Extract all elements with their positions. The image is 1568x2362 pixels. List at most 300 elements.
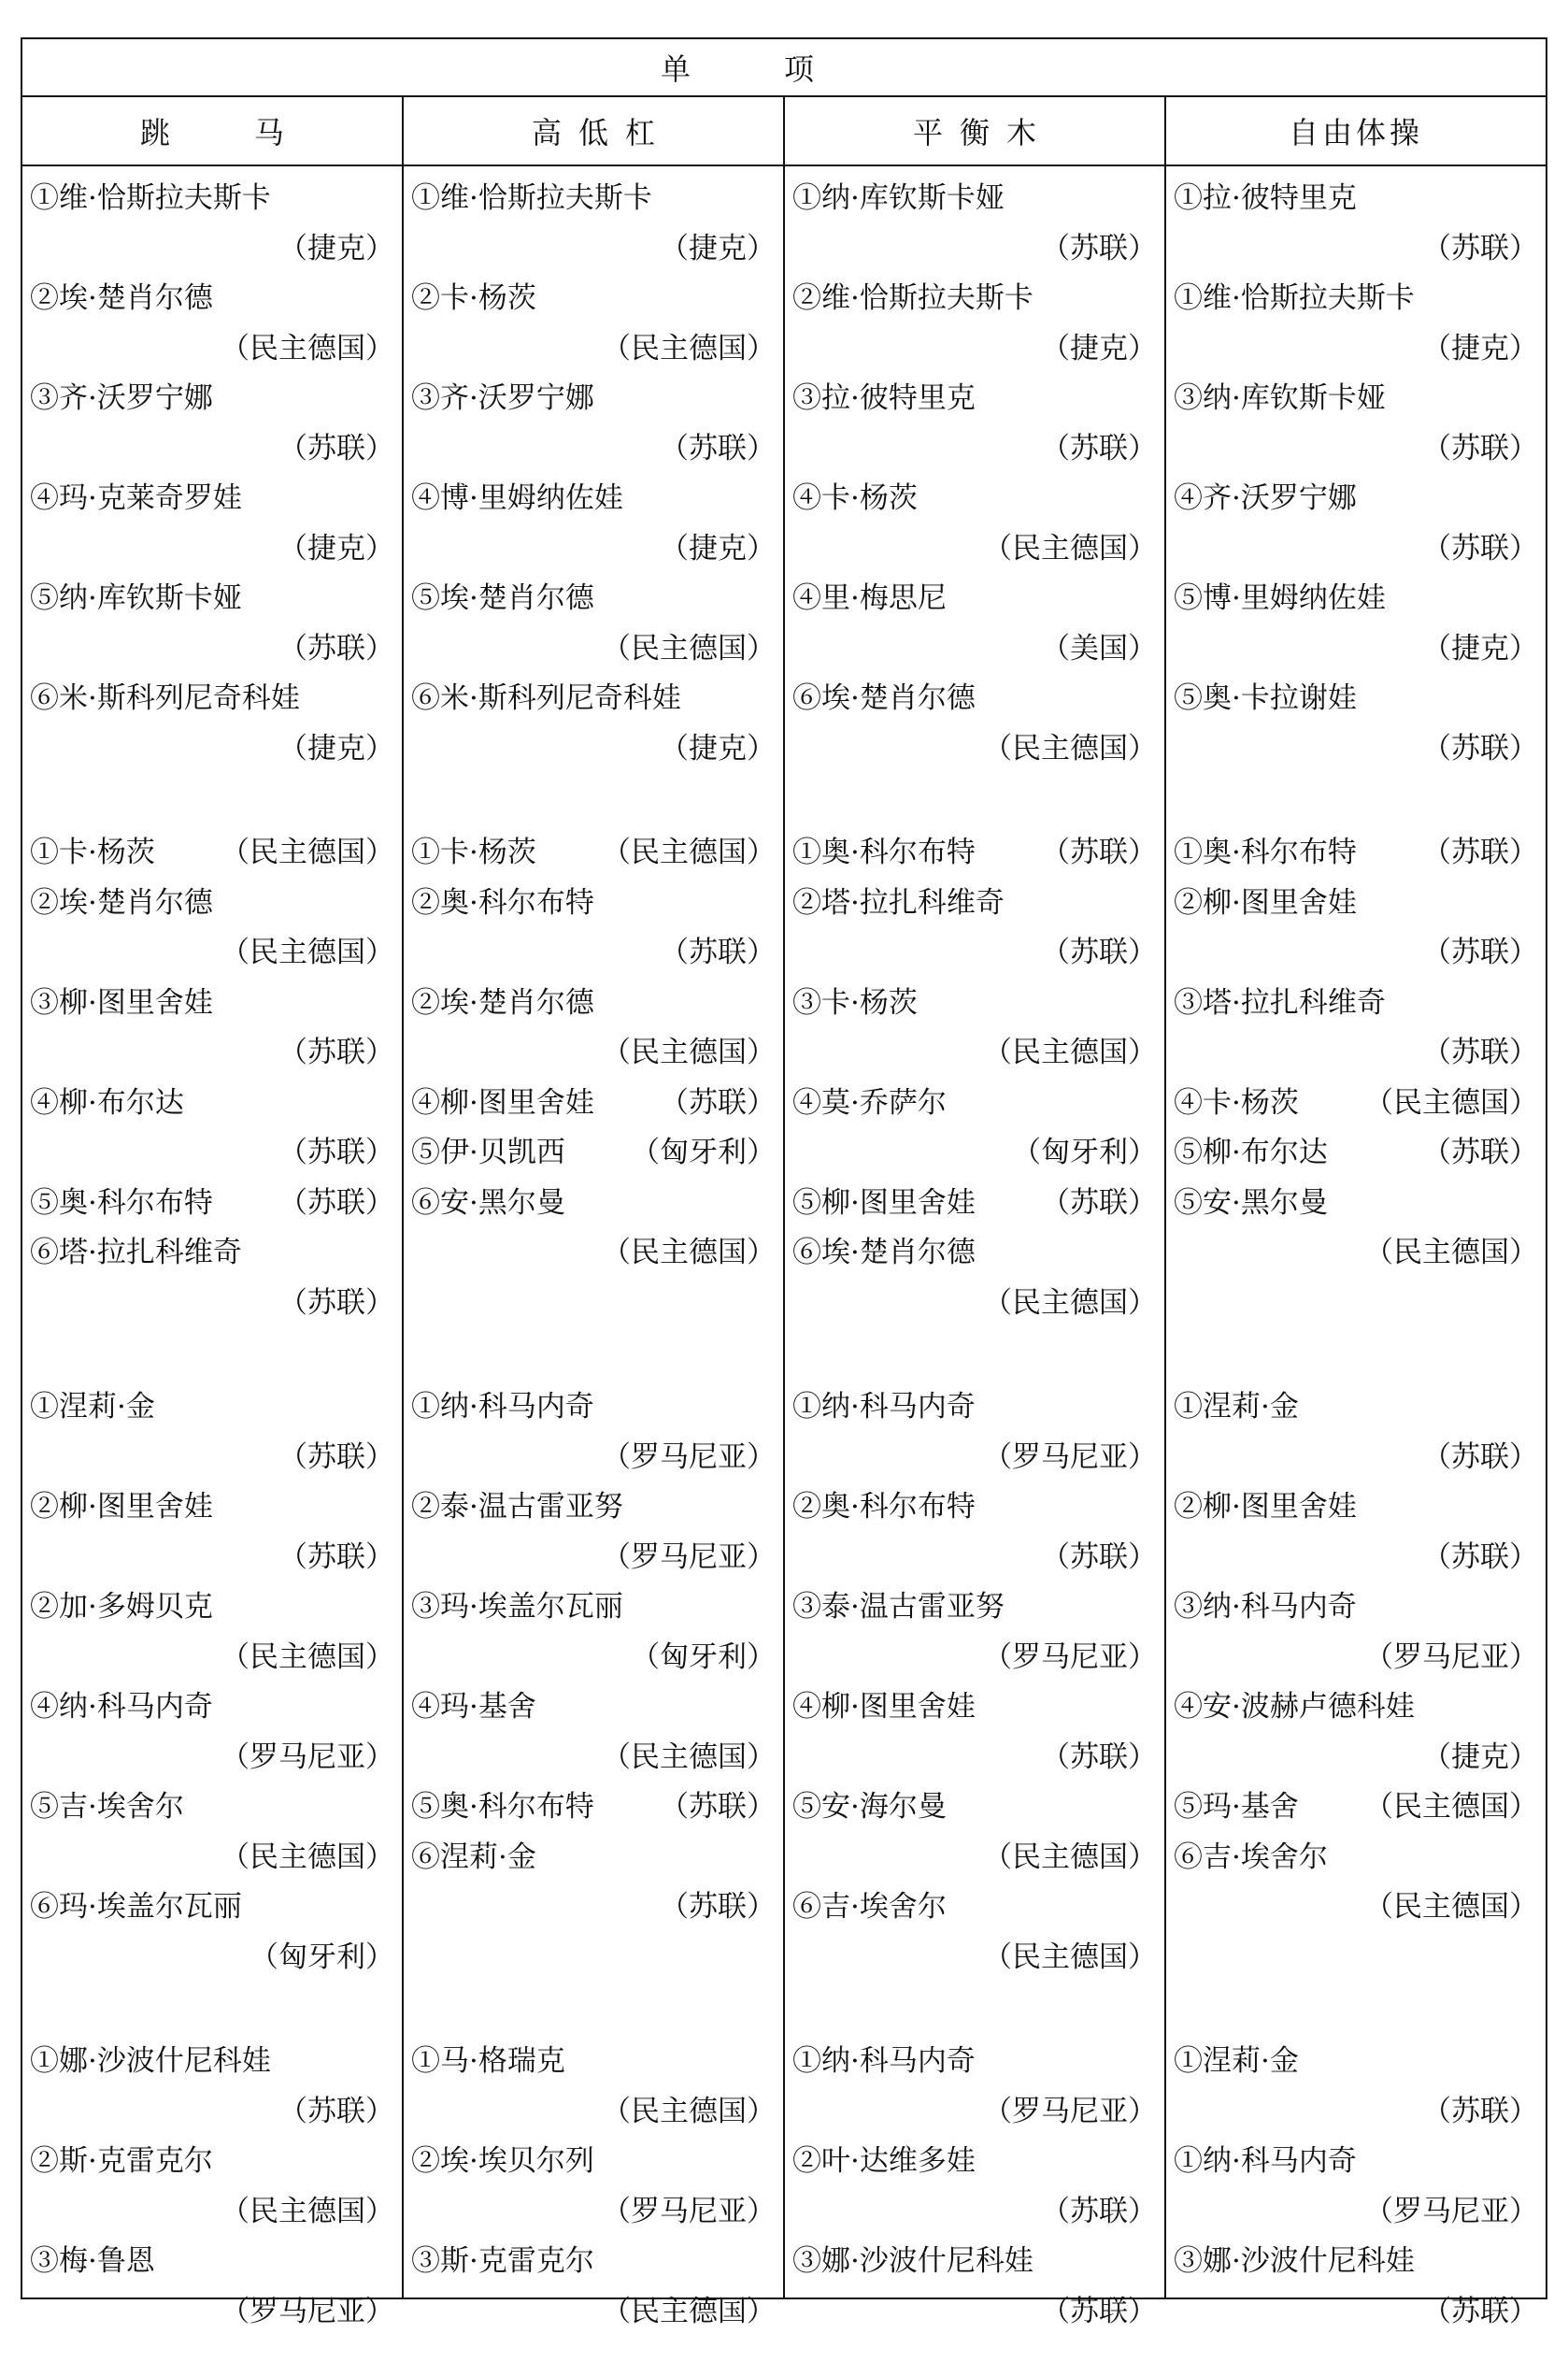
athlete (1174, 1782, 1299, 1833)
country: （民主德国） (602, 2094, 776, 2128)
country: （民主德国） (983, 1839, 1157, 1874)
result-entry (1174, 2237, 1538, 2337)
athlete (411, 381, 594, 415)
athlete-name: 纳·库钦斯卡娅 (1203, 381, 1386, 415)
athlete-name: 娜·沙波什尼科娃 (821, 2244, 1033, 2278)
athlete-name: 柳·图里舍娃 (1203, 1490, 1357, 1524)
athlete (1174, 1490, 1357, 1524)
rank-mark: ⑥ (30, 1890, 59, 1924)
rank-mark: ① (1174, 2144, 1203, 2178)
country: （民主德国） (1364, 1790, 1539, 1824)
country: （民主德国） (602, 631, 776, 666)
athlete-name: 柳·图里舍娃 (59, 1490, 213, 1524)
country: （苏联） (1041, 836, 1157, 869)
rank-mark: ⑥ (411, 681, 440, 715)
athlete-name: 纳·科马内奇 (1203, 1590, 1357, 1624)
rank-mark: ② (792, 2144, 821, 2178)
result-entry (1174, 574, 1538, 674)
rank-mark: ① (411, 836, 440, 869)
rank-mark: ⑤ (30, 1790, 59, 1824)
country: （苏联） (660, 1890, 776, 1924)
athlete-name: 塔·拉扎科维奇 (59, 1236, 242, 1269)
result-entry (792, 2237, 1157, 2337)
rank-mark: ⑤ (1174, 581, 1203, 615)
result-entry (411, 474, 776, 574)
athlete-name: 纳·科马内奇 (821, 1390, 976, 1424)
rank-mark: ④ (411, 481, 440, 515)
result-entry (411, 2137, 776, 2237)
athlete (30, 2144, 213, 2178)
athlete-name: 娜·沙波什尼科娃 (59, 2044, 271, 2078)
country: （苏联） (1422, 2294, 1539, 2328)
athlete-name: 卡·杨茨 (821, 481, 918, 515)
athlete (30, 1179, 213, 1229)
athlete-name: 奥·科尔布特 (821, 836, 976, 869)
table-banner: 单项 (21, 38, 1547, 96)
rank-mark: ① (792, 1390, 821, 1424)
athlete (792, 1590, 1005, 1624)
rank-mark: ② (1174, 1490, 1203, 1524)
rank-mark: ⑤ (411, 1136, 440, 1169)
athlete-name: 纳·科马内奇 (440, 1390, 594, 1424)
athlete-name: 柳·图里舍娃 (821, 1690, 976, 1724)
rank-mark: ② (30, 1490, 59, 1524)
rank-mark: ① (1174, 836, 1203, 869)
result-entry (792, 828, 1157, 879)
athlete-name: 纳·科马内奇 (1203, 2144, 1357, 2178)
athlete (30, 1236, 242, 1269)
country: （民主德国） (1364, 1236, 1539, 1269)
athlete-name: 维·恰斯拉夫斯卡 (59, 181, 271, 215)
result-entry (30, 1079, 394, 1179)
result-entry (30, 1882, 394, 1983)
country: （苏联） (660, 431, 776, 465)
athlete (30, 581, 242, 615)
athlete (792, 1690, 976, 1724)
country: （民主德国） (602, 1036, 776, 1069)
column-header-label: 高低杠 (531, 115, 672, 150)
athlete (30, 281, 213, 315)
athlete-name: 梅·鲁恩 (59, 2244, 155, 2278)
rank-mark: ⑤ (792, 1790, 821, 1824)
column-header-balance-beam (784, 96, 1165, 165)
athlete (792, 681, 976, 715)
athlete-name: 柳·布尔达 (59, 1085, 184, 1120)
rank-mark: ⑤ (1174, 1790, 1203, 1824)
athlete-name: 吉·埃舍尔 (59, 1790, 184, 1824)
result-entry (30, 2137, 394, 2237)
rank-mark: ② (792, 1490, 821, 1524)
athlete-name: 安·黑尔曼 (1203, 1185, 1328, 1220)
result-entry (1174, 1833, 1538, 1933)
athlete (1174, 1079, 1299, 1129)
rank-mark: ② (30, 1590, 59, 1624)
rank-mark: ④ (30, 1085, 59, 1120)
country: （苏联） (1422, 2094, 1539, 2128)
rank-mark: ① (792, 836, 821, 869)
country: （罗马尼亚） (221, 2294, 394, 2328)
rank-mark: ③ (30, 985, 59, 1020)
country: （罗马尼亚） (602, 1439, 776, 1474)
rank-mark: ① (792, 2044, 821, 2078)
result-entry (30, 979, 394, 1079)
athlete-name: 维·恰斯拉夫斯卡 (1203, 281, 1415, 315)
result-entry (411, 674, 776, 774)
rank-mark: ① (30, 181, 59, 215)
result-entry (792, 674, 1157, 774)
results-group (411, 828, 776, 1328)
athlete-name: 奥·科尔布特 (821, 1490, 976, 1524)
athlete (411, 1186, 565, 1220)
country: （民主德国） (221, 936, 394, 969)
athlete (411, 1782, 594, 1833)
rank-mark: ④ (30, 481, 59, 515)
country: （罗马尼亚） (983, 1439, 1157, 1474)
result-entry (30, 1228, 394, 1328)
athlete-name: 里·梅思尼 (821, 581, 947, 615)
result-entry (1174, 1382, 1538, 1482)
result-entry (792, 474, 1157, 574)
result-entry (30, 374, 394, 474)
result-entry (1174, 674, 1538, 774)
athlete-name: 米·斯科列尼奇科娃 (59, 681, 300, 715)
athlete-name: 米·斯科列尼奇科娃 (440, 681, 681, 715)
athlete (792, 2244, 1033, 2278)
country: （罗马尼亚） (1364, 1639, 1539, 1674)
athlete-name: 博·里姆纳佐娃 (440, 481, 623, 515)
country: （苏联） (660, 1085, 776, 1120)
athlete (411, 1590, 623, 1624)
athlete-name: 齐·沃罗宁娜 (59, 381, 213, 415)
result-entry (30, 2237, 394, 2337)
results-group (30, 174, 394, 774)
result-entry (1174, 1582, 1538, 1682)
athlete (792, 1390, 976, 1424)
country: （苏联） (660, 1790, 776, 1824)
result-entry (411, 2237, 776, 2337)
result-entry (411, 1582, 776, 1682)
rank-mark: ③ (1174, 2244, 1203, 2278)
athlete-name: 奥·科尔布特 (440, 1790, 594, 1824)
country: （苏联） (1422, 1539, 1539, 1574)
athlete (1174, 381, 1386, 415)
athlete (792, 481, 918, 515)
country: （苏联） (660, 936, 776, 969)
country: （民主德国） (983, 731, 1157, 766)
result-entry (792, 274, 1157, 374)
athlete-name: 埃·楚肖尔德 (59, 885, 213, 920)
athlete-name: 纳·科马内奇 (821, 2044, 976, 2078)
athlete (411, 1128, 565, 1179)
country: （苏联） (278, 631, 394, 666)
rank-mark: ⑤ (411, 581, 440, 615)
country: （民主德国） (602, 1236, 776, 1269)
athlete (792, 2044, 976, 2078)
athlete (411, 581, 594, 615)
athlete-name: 玛·克莱奇罗娃 (59, 481, 242, 515)
athlete-name: 维·恰斯拉夫斯卡 (440, 181, 652, 215)
country: （民主德国） (983, 531, 1157, 565)
athlete (30, 1690, 213, 1724)
result-entry (1174, 174, 1538, 274)
athlete-name: 埃·楚肖尔德 (821, 681, 976, 715)
results-group (1174, 1382, 1538, 1983)
athlete (1174, 281, 1415, 315)
athlete-name: 纳·科马内奇 (59, 1690, 213, 1724)
athlete (411, 2044, 565, 2078)
rank-mark: ② (1174, 885, 1203, 920)
athlete-name: 齐·沃罗宁娜 (1203, 481, 1357, 515)
rank-mark: ⑤ (30, 581, 59, 615)
rank-mark: ④ (30, 1690, 59, 1724)
athlete-name: 卡·杨茨 (1203, 1085, 1299, 1120)
result-entry (792, 1682, 1157, 1782)
athlete (1174, 1840, 1328, 1874)
result-entry (792, 979, 1157, 1079)
result-entry (411, 574, 776, 674)
column-balance-beam (784, 165, 1165, 2328)
results-group (792, 2037, 1157, 2337)
athlete-name: 玛·埃盖尔瓦丽 (440, 1590, 623, 1624)
result-entry (1174, 274, 1538, 374)
country: （苏联） (278, 1539, 394, 1574)
rank-mark: ① (1174, 2044, 1203, 2078)
result-entry (1174, 2137, 1538, 2237)
country: （罗马尼亚） (983, 2094, 1157, 2128)
athlete (30, 1890, 242, 1924)
result-entry (30, 274, 394, 374)
athlete (411, 2244, 594, 2278)
athlete-name: 柳·图里舍娃 (821, 1185, 976, 1220)
athlete-name: 莫·乔萨尔 (821, 1085, 947, 1120)
athlete-name: 埃·楚肖尔德 (821, 1236, 976, 1269)
athlete-name: 玛·基舍 (440, 1690, 536, 1724)
rank-mark: ① (30, 836, 59, 869)
country: （民主德国） (602, 331, 776, 365)
athlete (792, 1490, 976, 1524)
country: （苏联） (278, 1285, 394, 1320)
rank-mark: ③ (30, 381, 59, 415)
athlete (792, 281, 1033, 315)
country: （民主德国） (1364, 1085, 1539, 1120)
athlete-name: 涅莉·金 (59, 1390, 155, 1424)
country: （捷克） (660, 231, 776, 265)
athlete-name: 卡·杨茨 (59, 836, 155, 869)
country: （民主德国） (221, 836, 394, 869)
athlete (792, 581, 947, 615)
athlete-name: 纳·库钦斯卡娅 (59, 581, 242, 615)
rank-mark: ② (30, 2144, 59, 2178)
rank-mark: ④ (1174, 1085, 1203, 1120)
country: （民主德国） (983, 1285, 1157, 1320)
country: （民主德国） (983, 1940, 1157, 1974)
result-entry (30, 1382, 394, 1482)
results-group (411, 174, 776, 774)
rank-mark: ⑥ (1174, 1839, 1203, 1874)
country: （苏联） (1422, 1036, 1539, 1069)
country: （苏联） (278, 2094, 394, 2128)
result-entry (792, 1179, 1157, 1229)
country: （捷克） (1422, 331, 1539, 365)
athlete (1174, 2244, 1415, 2278)
rank-mark: ① (1174, 1390, 1203, 1424)
result-entry (792, 2137, 1157, 2237)
result-entry (1174, 1782, 1538, 1833)
country: （匈牙利） (631, 1136, 776, 1169)
result-entry (411, 274, 776, 374)
country: （捷克） (660, 731, 776, 766)
result-entry (792, 174, 1157, 274)
athlete (1174, 481, 1357, 515)
result-entry (1174, 1179, 1538, 1279)
rank-mark: ④ (1174, 481, 1203, 515)
result-entry (411, 1833, 776, 1933)
rank-mark: ② (792, 885, 821, 920)
result-entry (1174, 474, 1538, 574)
athlete-name: 卡·杨茨 (440, 836, 536, 869)
results-group (30, 2037, 394, 2337)
country: （苏联） (1422, 1136, 1539, 1169)
country: （苏联） (1422, 731, 1539, 766)
country: （罗马尼亚） (221, 1739, 394, 1774)
results-table (21, 37, 1547, 2328)
country: （民主德国） (221, 1839, 394, 1874)
rank-mark: ② (411, 2144, 440, 2178)
athlete (30, 886, 213, 920)
athlete (411, 2144, 594, 2178)
country: （民主德国） (221, 1639, 394, 1674)
country: （苏联） (278, 1136, 394, 1169)
athlete (792, 986, 918, 1020)
country: （苏联） (1041, 431, 1157, 465)
rank-mark: ① (792, 181, 821, 215)
athlete (1174, 181, 1357, 215)
country: （民主德国） (602, 1739, 776, 1774)
country: （苏联） (1422, 531, 1539, 565)
column-uneven-bars (403, 165, 784, 2328)
athlete (30, 481, 242, 515)
result-entry (411, 1682, 776, 1782)
country: （民主德国） (602, 836, 776, 869)
athlete-name: 奥·科尔布特 (1203, 836, 1357, 869)
result-entry (1174, 1682, 1538, 1782)
country: （捷克） (278, 531, 394, 565)
country: （苏联） (1041, 936, 1157, 969)
athlete (792, 1236, 976, 1269)
athlete-name: 埃·楚肖尔德 (440, 581, 594, 615)
athlete (30, 828, 155, 879)
result-entry (1174, 828, 1538, 879)
rank-mark: ⑥ (792, 1236, 821, 1269)
country: （苏联） (1041, 2294, 1157, 2328)
rank-mark: ④ (792, 1690, 821, 1724)
rank-mark: ① (1174, 181, 1203, 215)
country: （苏联） (278, 1036, 394, 1069)
rank-mark: ① (30, 1390, 59, 1424)
column-vault (21, 165, 403, 2328)
rank-mark: ⑥ (30, 681, 59, 715)
rank-mark: ③ (411, 1590, 440, 1624)
country: （苏联） (278, 431, 394, 465)
athlete (30, 1086, 184, 1120)
athlete (30, 1590, 213, 1624)
country: （捷克） (1422, 631, 1539, 666)
athlete (30, 681, 300, 715)
rank-mark: ⑤ (30, 1185, 59, 1220)
result-entry (1174, 374, 1538, 474)
rank-mark: ③ (1174, 985, 1203, 1020)
country: （罗马尼亚） (1364, 2194, 1539, 2228)
results-group (1174, 828, 1538, 1328)
result-entry (1174, 979, 1538, 1079)
athlete (792, 181, 1005, 215)
athlete-name: 柳·图里舍娃 (1203, 885, 1357, 920)
result-entry (1174, 1482, 1538, 1582)
column-header-label: 自由体操 (1289, 115, 1424, 150)
athlete-name: 伊·贝凯西 (440, 1136, 565, 1169)
country: （苏联） (1422, 431, 1539, 465)
rank-mark: ⑤ (1174, 1136, 1203, 1169)
rank-mark: ④ (792, 581, 821, 615)
country: （民主德国） (602, 2294, 776, 2328)
results-group (411, 1382, 776, 1983)
result-entry (792, 1382, 1157, 1482)
result-entry (411, 1382, 776, 1482)
result-entry (411, 174, 776, 274)
country: （捷克） (278, 231, 394, 265)
rank-mark: ⑤ (1174, 1185, 1203, 1220)
result-entry (30, 574, 394, 674)
rank-mark: ② (411, 985, 440, 1020)
country: （匈牙利） (631, 1639, 776, 1674)
result-entry (30, 2037, 394, 2137)
country: （民主德国） (1364, 1890, 1539, 1924)
athlete (1174, 2044, 1299, 2078)
athlete-name: 斯·克雷克尔 (440, 2244, 594, 2278)
country: （苏联） (278, 1439, 394, 1474)
athlete-name: 安·黑尔曼 (440, 1185, 565, 1220)
results-group (792, 828, 1157, 1328)
result-entry (411, 374, 776, 474)
rank-mark: ④ (411, 1690, 440, 1724)
athlete (1174, 681, 1357, 715)
athlete (792, 381, 976, 415)
rank-mark: ② (411, 281, 440, 315)
result-entry (411, 2037, 776, 2137)
rank-mark: ⑤ (1174, 681, 1203, 715)
rank-mark: ⑥ (792, 1890, 821, 1924)
country: （匈牙利） (1012, 1136, 1157, 1169)
country: （苏联） (1041, 231, 1157, 265)
country: （罗马尼亚） (602, 2194, 776, 2228)
athlete (411, 681, 681, 715)
athlete-name: 安·波赫卢德科娃 (1203, 1690, 1415, 1724)
athlete-name: 马·格瑞克 (440, 2044, 565, 2078)
rank-mark: ⑥ (792, 681, 821, 715)
country: （捷克） (1422, 1739, 1539, 1774)
country: （苏联） (1041, 1539, 1157, 1574)
rank-mark: ③ (792, 1590, 821, 1624)
athlete-name: 维·恰斯拉夫斯卡 (821, 281, 1033, 315)
rank-mark: ⑤ (411, 1790, 440, 1824)
athlete (411, 1690, 536, 1724)
result-entry (792, 1782, 1157, 1882)
rank-mark: ③ (792, 2244, 821, 2278)
athlete (30, 181, 271, 215)
rank-mark: ② (792, 281, 821, 315)
column-header-vault (21, 96, 403, 165)
result-entry (411, 1482, 776, 1582)
